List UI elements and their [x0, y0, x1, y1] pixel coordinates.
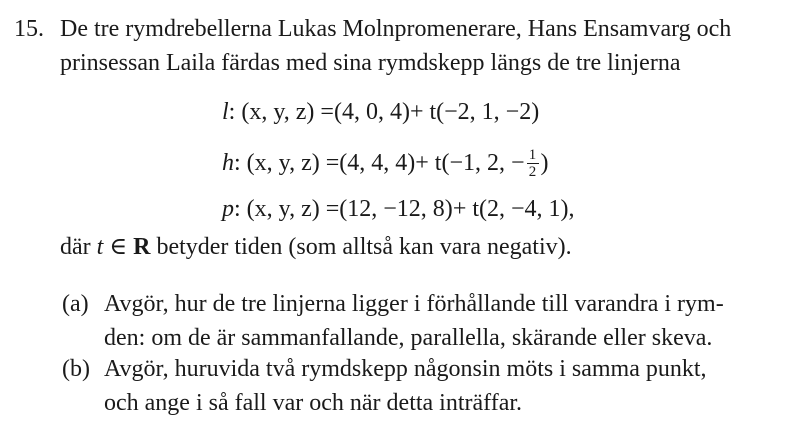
equation-l-lhs: : (x, y, z) =	[228, 99, 334, 125]
where-set-R: R	[133, 234, 151, 260]
intro-line-2: prinsessan Laila färdas med sina rymdskepp längs de tre linjerna	[60, 50, 681, 76]
fraction-numerator: 1	[528, 146, 537, 163]
line-name-h: h	[222, 150, 234, 176]
equation-h-lhs: : (x, y, z) =	[234, 150, 340, 176]
where-var-t: t	[96, 234, 104, 260]
equation-l-point: (4, 0, 4)	[333, 99, 410, 125]
fraction-denominator: 2	[528, 163, 537, 180]
intro-line-1: De tre rymdrebellerna Lukas Molnpromenerare, Hans Ensamvarg och	[60, 16, 732, 42]
problem-intro	[60, 12, 780, 80]
part-a-text	[104, 287, 744, 355]
equation-h-point: (4, 4, 4)	[339, 150, 416, 176]
equation-h	[222, 140, 575, 186]
line-name-p: p	[222, 196, 234, 222]
part-a-line-2: den: om de är sammanfallande, parallella, skärande eller skeva.	[104, 325, 713, 351]
where-post: betyder tiden (som alltså kan vara negativ).	[150, 234, 572, 260]
equation-h-direction-close: )	[540, 150, 549, 176]
part-b-line-1: Avgör, huruvida två rymdskepp någonsin möts i samma punkt,	[104, 356, 707, 382]
equation-h-direction-open: (−1, 2, −	[441, 150, 525, 176]
equation-p-plus-t: + t	[452, 196, 480, 222]
equation-l-plus-t: + t	[409, 99, 437, 125]
equation-p	[222, 192, 575, 226]
part-a-label: (a)	[62, 291, 89, 317]
equation-l	[222, 95, 575, 129]
part-b-text	[104, 352, 744, 420]
time-definition	[60, 230, 572, 264]
problem-number: 15.	[14, 16, 44, 42]
where-pre: där	[60, 234, 97, 260]
line-equations	[222, 95, 575, 237]
fraction-one-half	[527, 147, 539, 180]
equation-p-lhs: : (x, y, z) =	[234, 196, 340, 222]
part-b-line-2: och ange i så fall var och när detta inträffar.	[104, 390, 523, 416]
equation-h-plus-t: + t	[415, 150, 442, 176]
part-b-label: (b)	[62, 356, 90, 382]
line-name-l: l	[222, 99, 229, 125]
equation-p-direction: (2, −4, 1),	[479, 196, 575, 222]
part-a-line-1: Avgör, hur de tre linjerna ligger i förhållande till varandra i rym-	[104, 291, 724, 317]
where-in: ∈	[103, 234, 134, 260]
equation-p-point: (12, −12, 8)	[339, 196, 453, 222]
equation-l-direction: (−2, 1, −2)	[436, 99, 540, 125]
